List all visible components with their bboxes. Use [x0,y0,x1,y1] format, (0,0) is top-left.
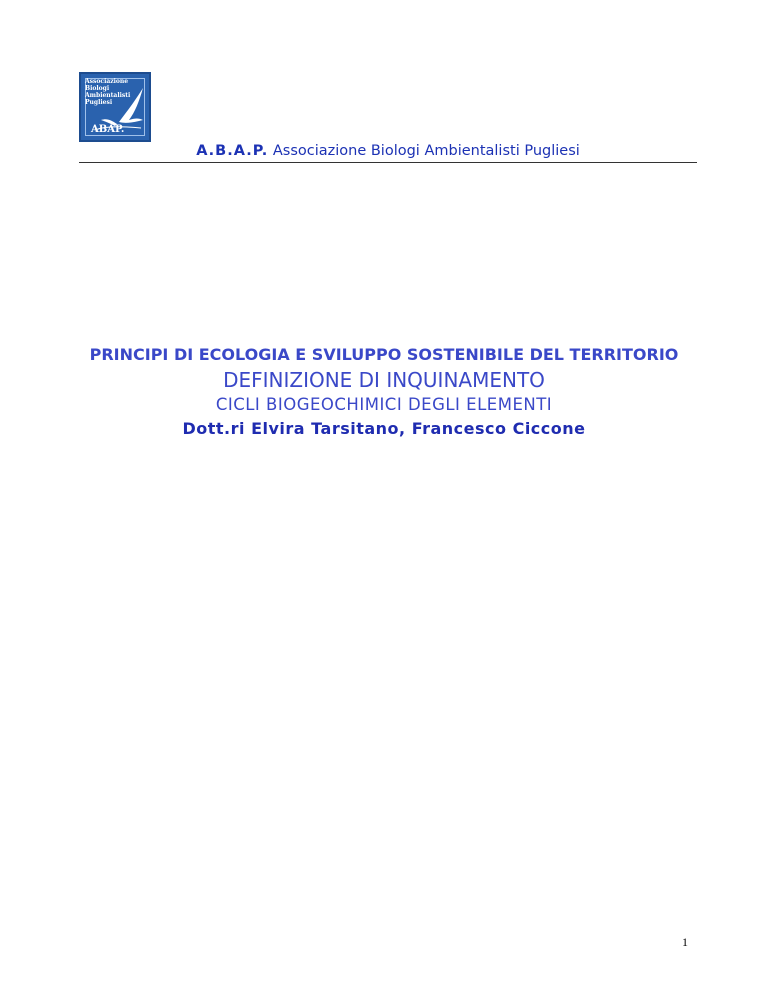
association-name: Associazione Biologi Ambientalisti Pugliesi [272,143,580,159]
topic-title: DEFINIZIONE DI INQUINAMENTO [223,368,545,392]
page-number: 1 [682,935,688,949]
subtopic-title: CICLI BIOGEOCHIMICI DEGLI ELEMENTI [215,395,553,414]
course-title: PRINCIPI DI ECOLOGIA E SVILUPPO SOSTENIBILE DEL TERRITORIO [89,345,679,364]
title-block [0,345,768,441]
authors: Dott.ri Elvira Tarsitano, Francesco Ciccone [182,419,586,438]
association-acronym: A.B.A.P. [196,143,269,159]
logo-mark: ABAP. [91,124,125,135]
abap-logo [79,72,151,142]
document-header [79,143,697,163]
logo-text: Associazione Biologi Ambientalisti Pugliesi [85,78,131,106]
